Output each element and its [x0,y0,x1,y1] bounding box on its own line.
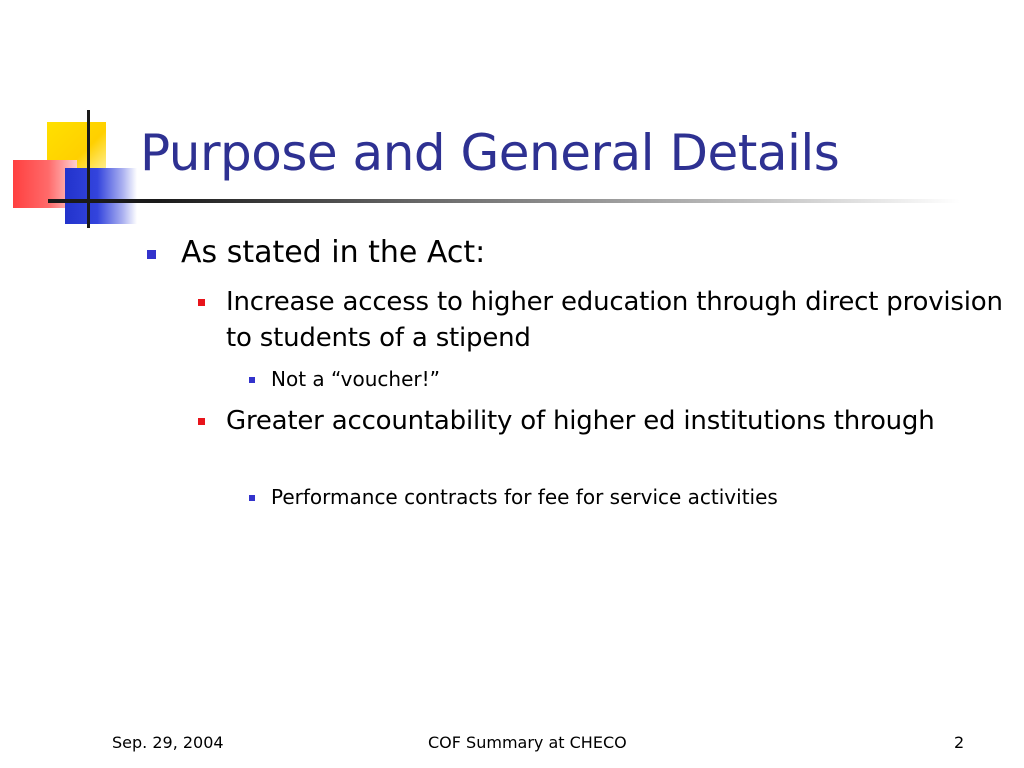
footer-date: Sep. 29, 2004 [112,733,224,752]
footer-title: COF Summary at CHECO [428,733,627,752]
bullet-text: As stated in the Act: [181,235,486,270]
bullet-text: Greater accountability of higher ed institutions through [226,406,935,436]
square-bullet-icon [249,377,255,383]
bullet-level3 [271,366,991,392]
bullet-text: Not a “voucher!” [271,367,440,391]
square-bullet-icon [147,250,156,259]
bullet-level3 [271,484,991,510]
bullet-level2 [226,403,1006,439]
slide-title: Purpose and General Details [140,124,840,182]
bullet-text: Increase access to higher education through direct provision to students of a stipend [226,287,1003,353]
square-bullet-icon [198,418,205,425]
square-bullet-icon [198,299,205,306]
bullet-level2 [226,284,1006,356]
bullet-text: Performance contracts for fee for service activities [271,485,778,509]
square-bullet-icon [249,495,255,501]
bullet-level1 [181,234,981,272]
page-number: 2 [954,733,965,752]
